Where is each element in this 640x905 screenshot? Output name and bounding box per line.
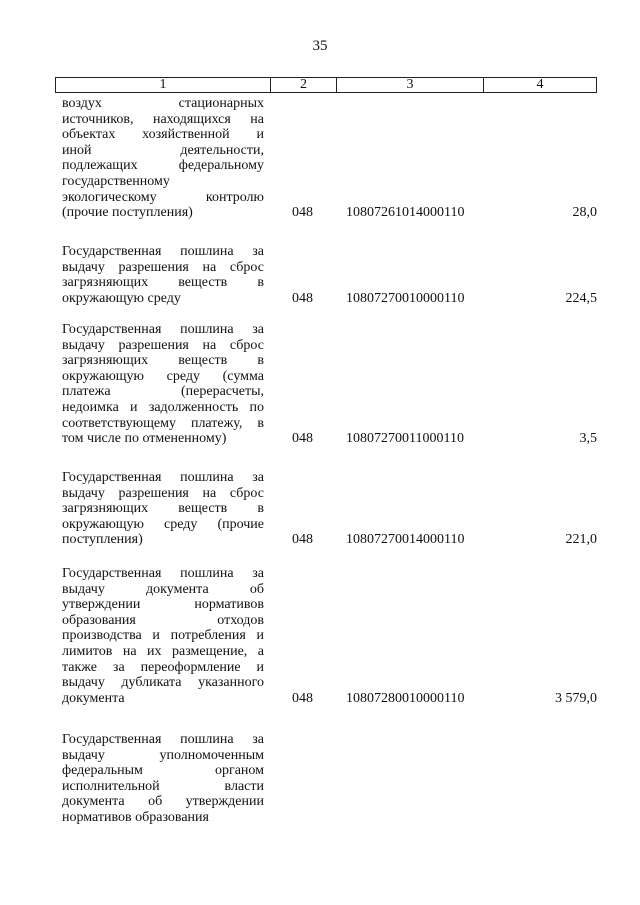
row-description: [62, 96, 264, 221]
amount-value: 28,0: [572, 205, 597, 221]
amount-value: 221,0: [565, 532, 597, 548]
description-line: поступления): [62, 532, 143, 548]
amount-value: 3,5: [579, 431, 597, 447]
description-line: источников, находящихся на: [62, 111, 264, 127]
description-line: выдачу разрешения на сброс: [62, 259, 264, 275]
description-line: недоимка и задолженность по: [62, 399, 264, 415]
admin-code: 048: [292, 205, 313, 221]
column-header-3: 3: [336, 78, 483, 92]
budget-classification-code: 10807261014000110: [346, 205, 465, 221]
description-line: платежа (перерасчеты,: [62, 384, 264, 400]
description-line: загрязняющих веществ в: [62, 353, 264, 369]
description-line: исполнительной власти: [62, 778, 264, 794]
admin-code: 048: [292, 690, 313, 706]
row-description: [62, 732, 264, 826]
description-line: федеральным органом: [62, 763, 264, 779]
description-line: окружающую среду: [62, 290, 181, 306]
admin-code: 048: [292, 290, 313, 306]
table-header: [55, 77, 597, 93]
description-line: подлежащих федеральному: [62, 158, 264, 174]
description-line: Государственная пошлина за: [62, 322, 264, 337]
description-line: государственному: [62, 173, 170, 189]
column-header-4: 4: [483, 78, 596, 92]
row-description: [62, 322, 264, 447]
description-line: выдачу разрешения на сброс: [62, 485, 264, 501]
description-line: также за переоформление и: [62, 659, 264, 675]
description-line: загрязняющих веществ в: [62, 501, 264, 517]
description-line: лимитов на их размещение, а: [62, 643, 264, 659]
description-line: том числе по отмененному): [62, 431, 227, 447]
description-line: воздух стационарных: [62, 96, 264, 111]
row-description: [62, 244, 264, 306]
description-line: выдачу разрешения на сброс: [62, 337, 264, 353]
description-line: документа: [62, 690, 125, 706]
budget-classification-code: 10807280010000110: [346, 690, 465, 706]
amount-value: 224,5: [565, 290, 597, 306]
amount-value: 3 579,0: [555, 690, 597, 706]
description-line: образования отходов: [62, 612, 264, 628]
description-line: объектах хозяйственной и: [62, 127, 264, 143]
description-line: нормативов образования: [62, 809, 209, 825]
description-line: выдачу дубликата указанного: [62, 675, 264, 691]
column-header-1: 1: [159, 77, 167, 92]
description-line: соответствующему платежу, в: [62, 415, 264, 431]
description-line: документа об утверждении: [62, 794, 264, 810]
description-line: Государственная пошлина за: [62, 244, 264, 259]
description-line: окружающую среду (сумма: [62, 368, 264, 384]
description-line: утверждении нормативов: [62, 597, 264, 613]
description-line: окружающую среду (прочие: [62, 516, 264, 532]
budget-classification-code: 10807270014000110: [346, 532, 465, 548]
description-line: загрязняющих веществ в: [62, 275, 264, 291]
admin-code: 048: [292, 532, 313, 548]
admin-code: 048: [292, 431, 313, 447]
row-description: [62, 470, 264, 548]
description-line: иной деятельности,: [62, 142, 264, 158]
budget-classification-code: 10807270011000110: [346, 431, 464, 447]
description-line: производства и потребления и: [62, 628, 264, 644]
page-number: 35: [312, 38, 328, 54]
description-line: Государственная пошлина за: [62, 732, 264, 747]
description-line: выдачу уполномоченным: [62, 747, 264, 763]
description-line: Государственная пошлина за: [62, 566, 264, 581]
description-line: выдачу документа об: [62, 581, 264, 597]
description-line: Государственная пошлина за: [62, 470, 264, 485]
description-line: экологическому контролю: [62, 189, 264, 205]
column-header-2: 2: [270, 78, 336, 92]
description-line: (прочие поступления): [62, 205, 193, 221]
row-description: [62, 566, 264, 706]
budget-classification-code: 10807270010000110: [346, 290, 465, 306]
